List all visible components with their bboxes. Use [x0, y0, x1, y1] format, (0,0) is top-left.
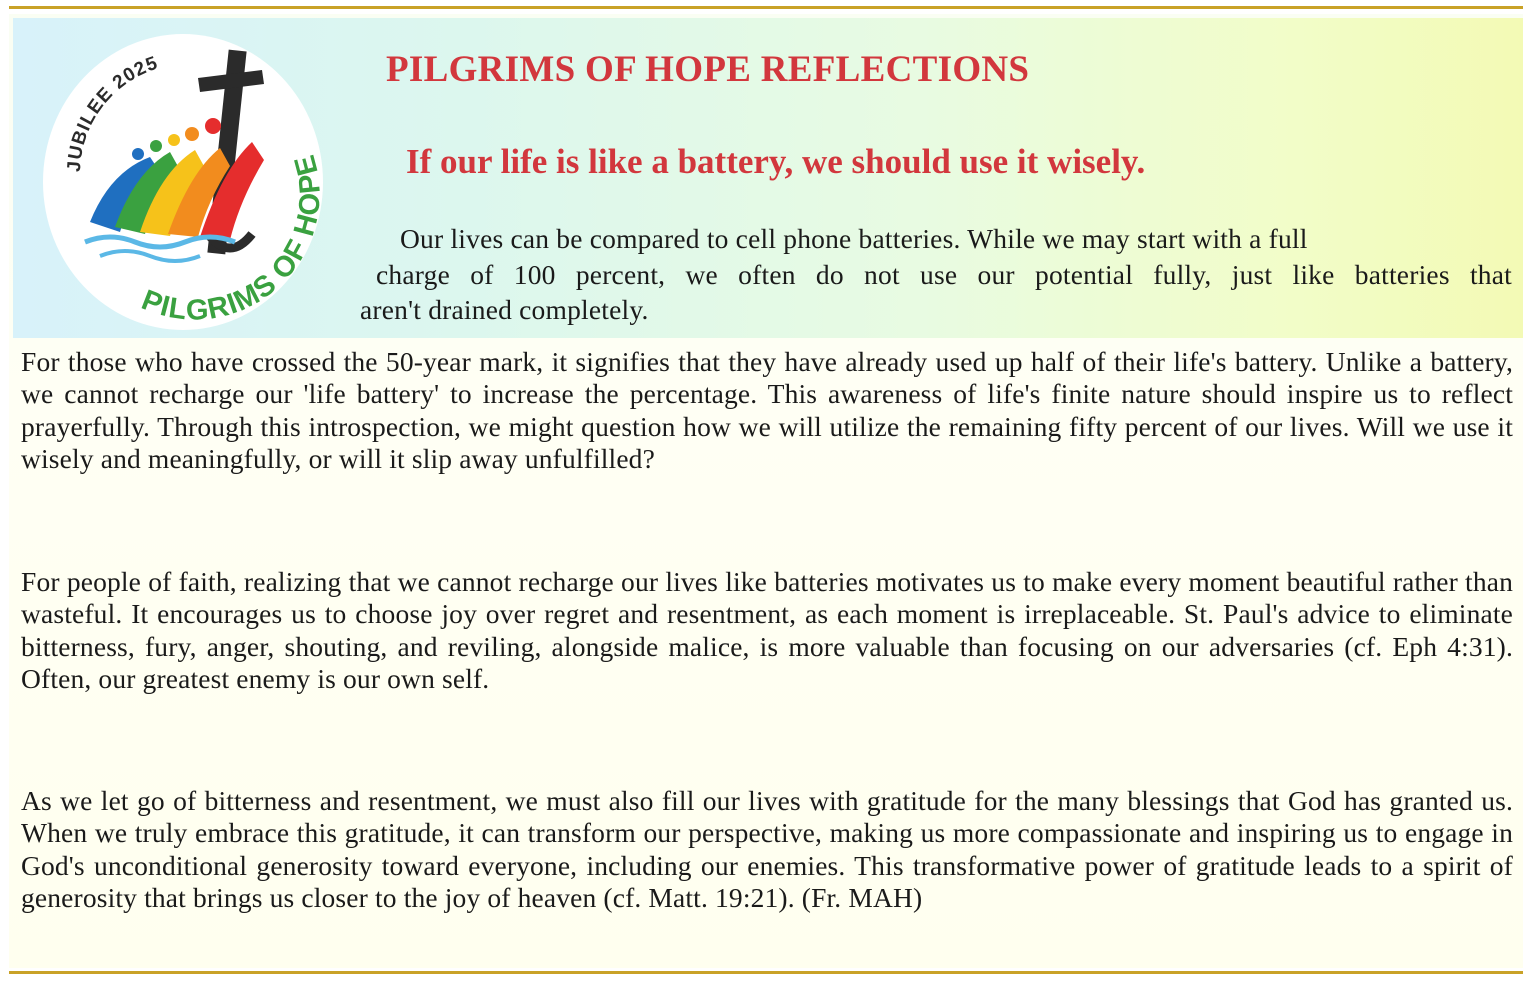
jubilee-logo-emblem: [40, 22, 340, 332]
body-paragraph-1: For those who have crossed the 50-year mark, it signifies that they have already used up half of their life's battery. Unlike a battery, we cannot recharge our 'life battery' to increase the percentage. This awareness of life's finite nature should inspire us to reflect prayerfully. Through this introspection, we might question how we will utilize the remaining fifty percent of our lives. Will we use it wisely and meaningfully, or will it slip away unfulfilled?: [21, 346, 1513, 474]
bottom-rule: [9, 971, 1523, 974]
body-paragraph-3: As we let go of bitterness and resentment, we must also fill our lives with gratitude for the many blessings that God has granted us. When we truly embrace this gratitude, it can transform our perspective, making us more compassionate and inspiring us to engage in God's unconditional generosity toward everyone, including our enemies. This transformative power of gratitude leads to a spirit of generosity that brings us closer to the joy of heaven (cf. Matt. 19:21). (Fr. MAH): [21, 785, 1513, 913]
jubilee-logo: [40, 22, 340, 332]
logo-ring-bottom-text: PILGRIMS OF HOPE: [137, 150, 327, 327]
intro-paragraph: [360, 221, 1512, 328]
intro-line-2: charge of 100 percent, we often do not use our potential fully, just like batteries that: [376, 258, 1512, 290]
top-rule: [9, 6, 1523, 9]
page-subtitle: If our life is like a battery, we should use it wisely.: [406, 142, 1146, 181]
body-paragraph-2: For people of faith, realizing that we cannot recharge our lives like batteries motivates us to make every moment beautiful rather than wasteful. It encourages us to choose joy over regret and resentment, as each moment is irreplaceable. St. Paul's advice to eliminate bitterness, fury, anger, shouting, and reviling, alongside malice, is more valuable than focusing on our adversaries (cf. Eph 4:31). Often, our greatest enemy is our own self.: [21, 566, 1513, 694]
page-title: PILGRIMS OF HOPE REFLECTIONS: [386, 49, 1030, 90]
intro-line-3: aren't drained completely.: [360, 294, 649, 325]
intro-line-1: Our lives can be compared to cell phone batteries. While we may start with a full: [400, 223, 1308, 254]
logo-ring-top-text: JUBILEE 2025: [63, 52, 161, 173]
